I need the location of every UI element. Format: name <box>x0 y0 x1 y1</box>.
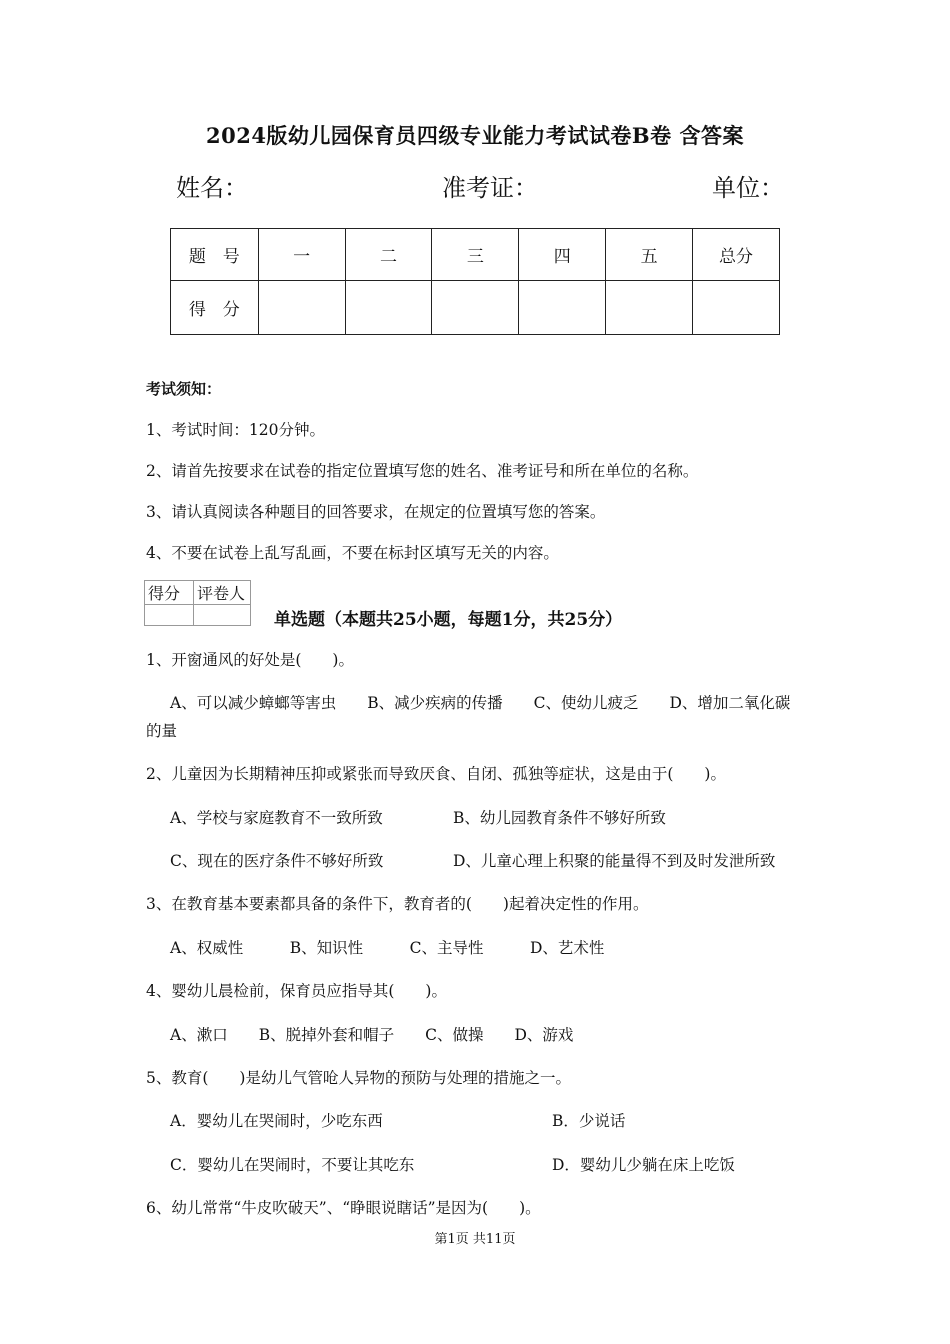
option-b: B．少说话 <box>552 1112 626 1130</box>
exam-id-field-label: 准考证： <box>442 174 538 202</box>
score-cell[interactable] <box>432 281 519 335</box>
option-c: C、现在的医疗条件不够好所致 <box>170 852 384 870</box>
grader-reviewer-label: 评卷人 <box>194 581 251 605</box>
option-a: A．婴幼儿在哭闹时，少吃东西 <box>170 1112 383 1130</box>
grader-score-cell[interactable] <box>145 605 194 626</box>
grader-reviewer-cell[interactable] <box>194 605 251 626</box>
question-options: A、权威性 B、知识性 C、主导性 D、艺术性 <box>170 939 605 957</box>
option-c: C．婴幼儿在哭闹时，不要让其吃东 <box>170 1156 415 1174</box>
question-stem: 2、儿童因为长期精神压抑或紧张而导致厌食、自闭、孤独等症状，这是由于( )。 <box>146 765 726 783</box>
question-stem: 4、婴幼儿晨检前，保育员应指导其( )。 <box>146 982 447 1000</box>
score-row-label: 得 分 <box>171 281 259 335</box>
notice-item: 3、请认真阅读各种题目的回答要求，在规定的位置填写您的答案。 <box>146 503 606 521</box>
option-d: D、儿童心理上积聚的能量得不到及时发泄所致 <box>453 852 776 870</box>
option-a: A、学校与家庭教育不一致所致 <box>170 809 383 827</box>
notice-item: 1、考试时间：120分钟。 <box>146 421 325 439</box>
score-header-cell: 三 <box>432 229 519 281</box>
section-title: 单选题（本题共25小题，每题1分，共25分） <box>274 610 623 630</box>
score-header-cell: 一 <box>258 229 345 281</box>
score-cell[interactable] <box>519 281 606 335</box>
score-cell[interactable] <box>258 281 345 335</box>
score-table <box>170 228 780 335</box>
question-stem: 3、在教育基本要素都具备的条件下，教育者的( )起着决定性的作用。 <box>146 895 649 913</box>
grader-score-label: 得分 <box>145 581 194 605</box>
question-options: A、漱口 B、脱掉外套和帽子 C、做操 D、游戏 <box>170 1026 574 1044</box>
page-footer: 第1页 共11页 <box>434 1232 516 1247</box>
notice-item: 2、请首先按要求在试卷的指定位置填写您的姓名、准考证号和所在单位的名称。 <box>146 462 699 480</box>
score-header-cell: 五 <box>606 229 693 281</box>
page-title: 2024版幼儿园保育员四级专业能力考试试卷B卷 含答案 <box>205 123 744 148</box>
grader-box <box>144 580 251 626</box>
question-options-continued: 的量 <box>146 722 178 740</box>
score-table-score-row <box>171 281 780 335</box>
score-cell[interactable] <box>693 281 780 335</box>
score-table-header-row <box>171 229 780 281</box>
score-cell[interactable] <box>606 281 693 335</box>
notice-heading: 考试须知： <box>146 380 222 398</box>
score-header-cell: 总分 <box>693 229 780 281</box>
option-d: D．婴幼儿少躺在床上吃饭 <box>552 1156 735 1174</box>
question-stem: 1、开窗通风的好处是( )。 <box>146 651 354 669</box>
name-field-label: 姓名： <box>176 174 248 202</box>
score-cell[interactable] <box>345 281 432 335</box>
score-header-cell: 题 号 <box>171 229 259 281</box>
score-header-cell: 二 <box>345 229 432 281</box>
question-stem: 5、教育( )是幼儿气管呛人异物的预防与处理的措施之一。 <box>146 1069 571 1087</box>
option-b: B、幼儿园教育条件不够好所致 <box>453 809 666 827</box>
question-stem: 6、幼儿常常“牛皮吹破天”、“睁眼说瞎话”是因为( )。 <box>146 1199 541 1217</box>
question-options: A、可以减少蟑螂等害虫 B、减少疾病的传播 C、使幼儿疲乏 D、增加二氧化碳 <box>170 694 791 712</box>
unit-field-label: 单位： <box>712 174 784 202</box>
score-header-cell: 四 <box>519 229 606 281</box>
notice-item: 4、不要在试卷上乱写乱画，不要在标封区填写无关的内容。 <box>146 544 559 562</box>
